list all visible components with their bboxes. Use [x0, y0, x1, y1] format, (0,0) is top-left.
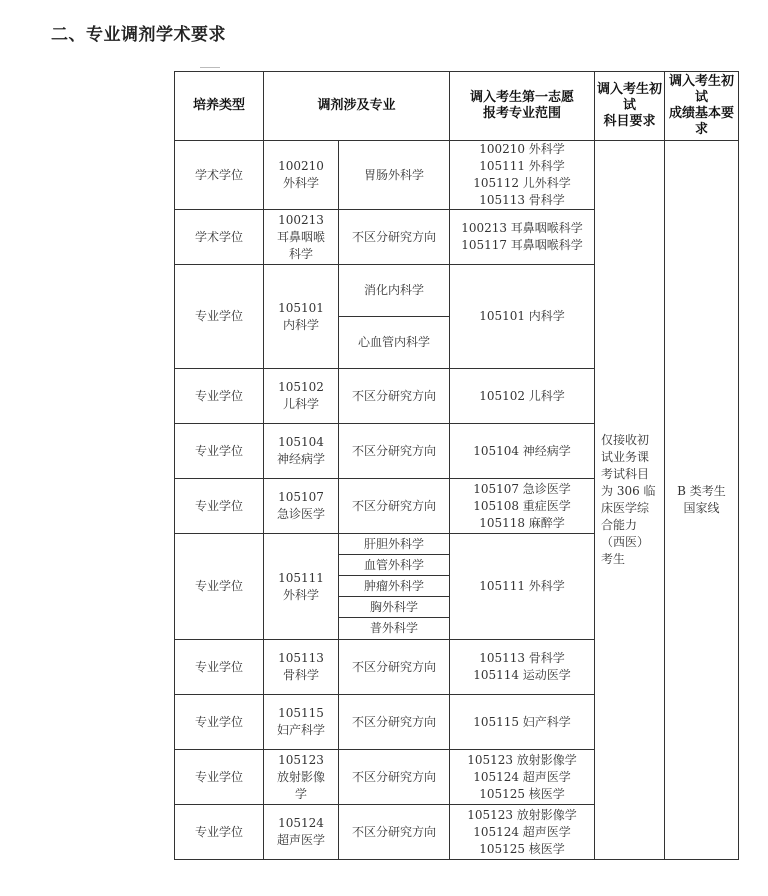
row-type: 专业学位: [174, 368, 264, 424]
row-code: 105111 外科学: [263, 533, 339, 640]
section-title: 二、专业调剂学术要求: [51, 25, 226, 45]
row-range: 105102 儿科学: [449, 368, 595, 424]
row-code: 105104 神经病学: [263, 423, 339, 479]
row-code: 100210 外科学: [263, 140, 339, 210]
row-direction: 不区分研究方向: [338, 749, 450, 805]
header-range: 调入考生第一志愿 报考专业范围: [449, 71, 595, 141]
row-code: 105124 超声医学: [263, 804, 339, 860]
row-direction: 肝胆外科学: [338, 533, 450, 555]
score-requirement: B 类考生 国家线: [664, 140, 739, 860]
row-range: 105115 妇产科学: [449, 694, 595, 750]
row-type: 专业学位: [174, 749, 264, 805]
row-code: 105101 内科学: [263, 264, 339, 369]
row-code: 105102 儿科学: [263, 368, 339, 424]
row-type: 专业学位: [174, 423, 264, 479]
row-type: 专业学位: [174, 804, 264, 860]
row-direction: 不区分研究方向: [338, 694, 450, 750]
row-range: 105123 放射影像学 105124 超声医学 105125 核医学: [449, 749, 595, 805]
row-code: 105107 急诊医学: [263, 478, 339, 534]
row-range: 105107 急诊医学 105108 重症医学 105118 麻醉学: [449, 478, 595, 534]
row-range: 105113 骨科学 105114 运动医学: [449, 639, 595, 695]
row-type: 学术学位: [174, 140, 264, 210]
row-range: 105123 放射影像学 105124 超声医学 105125 核医学: [449, 804, 595, 860]
row-direction: 不区分研究方向: [338, 639, 450, 695]
row-type: 专业学位: [174, 478, 264, 534]
row-direction: 肿瘤外科学: [338, 575, 450, 597]
header-type: 培养类型: [174, 71, 264, 141]
header-score: 调入考生初试 成绩基本要求: [664, 71, 739, 141]
row-range: 100213 耳鼻咽喉科学 105117 耳鼻咽喉科学: [449, 209, 595, 265]
row-direction: 胃肠外科学: [338, 140, 450, 210]
row-direction: 胸外科学: [338, 596, 450, 618]
row-direction: 消化内科学: [338, 264, 450, 317]
row-code: 105123 放射影像 学: [263, 749, 339, 805]
divider: [200, 67, 220, 68]
row-range: 105111 外科学: [449, 533, 595, 640]
row-range: 105101 内科学: [449, 264, 595, 369]
row-direction: 普外科学: [338, 617, 450, 640]
row-direction: 血管外科学: [338, 554, 450, 576]
row-type: 专业学位: [174, 264, 264, 369]
row-direction: 不区分研究方向: [338, 804, 450, 860]
row-code: 100213 耳鼻咽喉 科学: [263, 209, 339, 265]
row-code: 105115 妇产科学: [263, 694, 339, 750]
row-range: 100210 外科学 105111 外科学 105112 儿外科学 105113 骨科学: [449, 140, 595, 210]
row-direction: 不区分研究方向: [338, 423, 450, 479]
row-range: 105104 神经病学: [449, 423, 595, 479]
header-subject: 调入考生初试 科目要求: [594, 71, 665, 141]
header-major: 调剂涉及专业: [263, 71, 450, 141]
row-type: 学术学位: [174, 209, 264, 265]
row-direction: 心血管内科学: [338, 316, 450, 369]
row-code: 105113 骨科学: [263, 639, 339, 695]
row-type: 专业学位: [174, 533, 264, 640]
row-direction: 不区分研究方向: [338, 209, 450, 265]
row-direction: 不区分研究方向: [338, 478, 450, 534]
row-type: 专业学位: [174, 639, 264, 695]
subject-requirement: 仅接收初试业务课考试科目为 306 临床医学综合能力（西医）考生: [594, 140, 665, 860]
row-direction: 不区分研究方向: [338, 368, 450, 424]
row-type: 专业学位: [174, 694, 264, 750]
